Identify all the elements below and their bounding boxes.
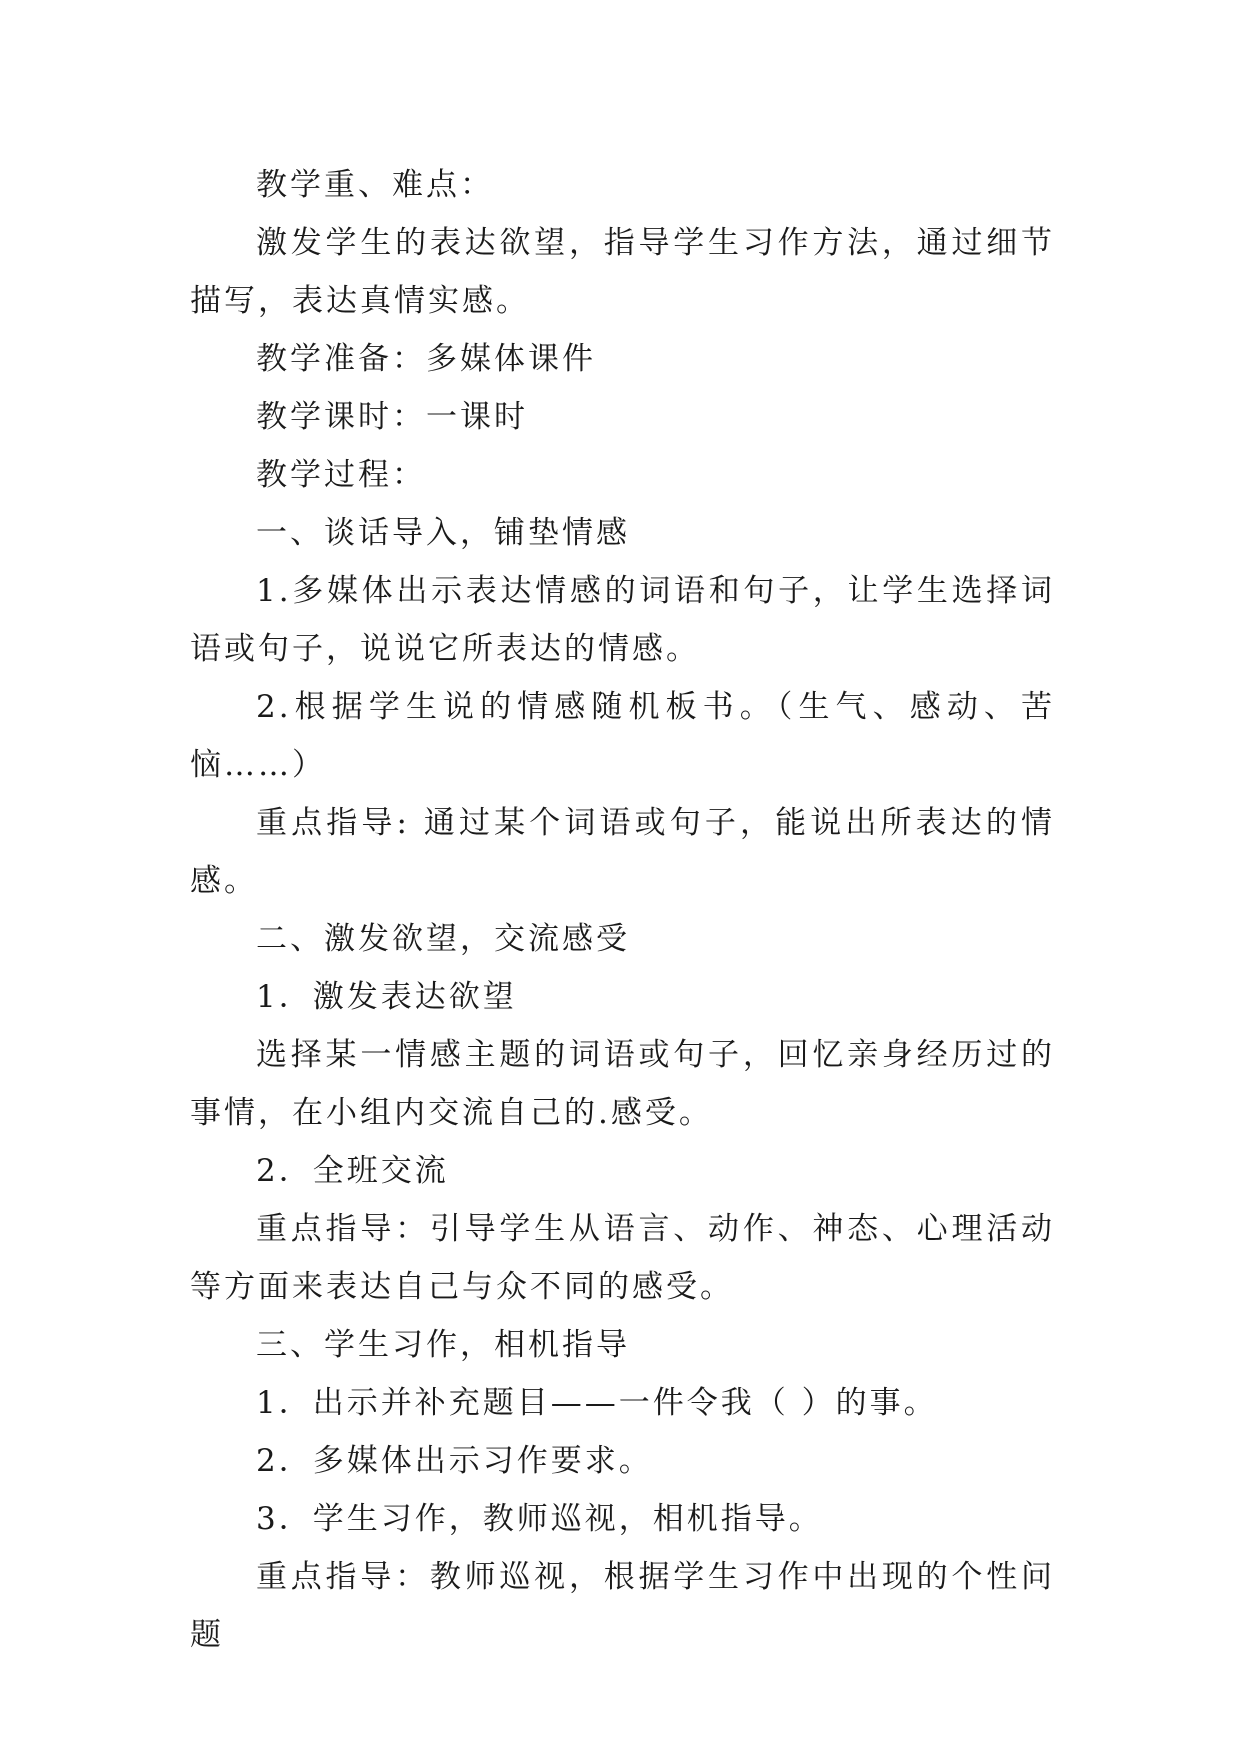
list-item-3-2: 2．多媒体出示习作要求。: [256, 1443, 653, 1479]
list-item-1-2: 2.根据学生说的情感随机板书。（生气、感动、苦恼……）: [190, 689, 1055, 783]
paragraph-preparation: 教学准备：多媒体课件: [256, 341, 596, 377]
paragraph-class-hours: 教学课时：一课时: [256, 399, 528, 435]
heading-key-points: 教学重、难点：: [256, 167, 494, 203]
list-item-3-1: 1．出示并补充题目——一件令我（ ）的事。: [256, 1385, 938, 1421]
paragraph-key-points-content: 激发学生的表达欲望，指导学生习作方法，通过细节描写，表达真情实感。: [190, 225, 1055, 319]
list-item-1-1: 1.多媒体出示表达情感的词语和句子，让学生选择词语或句子，说说它所表达的情感。: [190, 573, 1055, 667]
section-heading-2: 二、激发欲望，交流感受: [256, 921, 630, 957]
heading-teaching-process: 教学过程：: [256, 457, 426, 493]
section-heading-1: 一、谈话导入，铺垫情感: [256, 515, 630, 551]
section-heading-3: 三、学生习作，相机指导: [256, 1327, 630, 1363]
paragraph-2-1-content: 选择某一情感主题的词语或句子，回忆亲身经历过的事情，在小组内交流自己的.感受。: [190, 1037, 1055, 1131]
document-body: [190, 156, 1055, 1664]
list-item-2-1: 1．激发表达欲望: [256, 979, 517, 1015]
list-item-3-3: 3．学生习作，教师巡视，相机指导。: [256, 1501, 823, 1537]
key-guidance-2: 重点指导：引导学生从语言、动作、神态、心理活动等方面来表达自己与众不同的感受。: [190, 1211, 1055, 1305]
key-guidance-1: 重点指导: 通过某个词语或句子，能说出所表达的情感。: [190, 805, 1055, 899]
key-guidance-3: 重点指导：教师巡视，根据学生习作中出现的个性问题: [190, 1559, 1055, 1653]
list-item-2-2: 2．全班交流: [256, 1153, 449, 1189]
